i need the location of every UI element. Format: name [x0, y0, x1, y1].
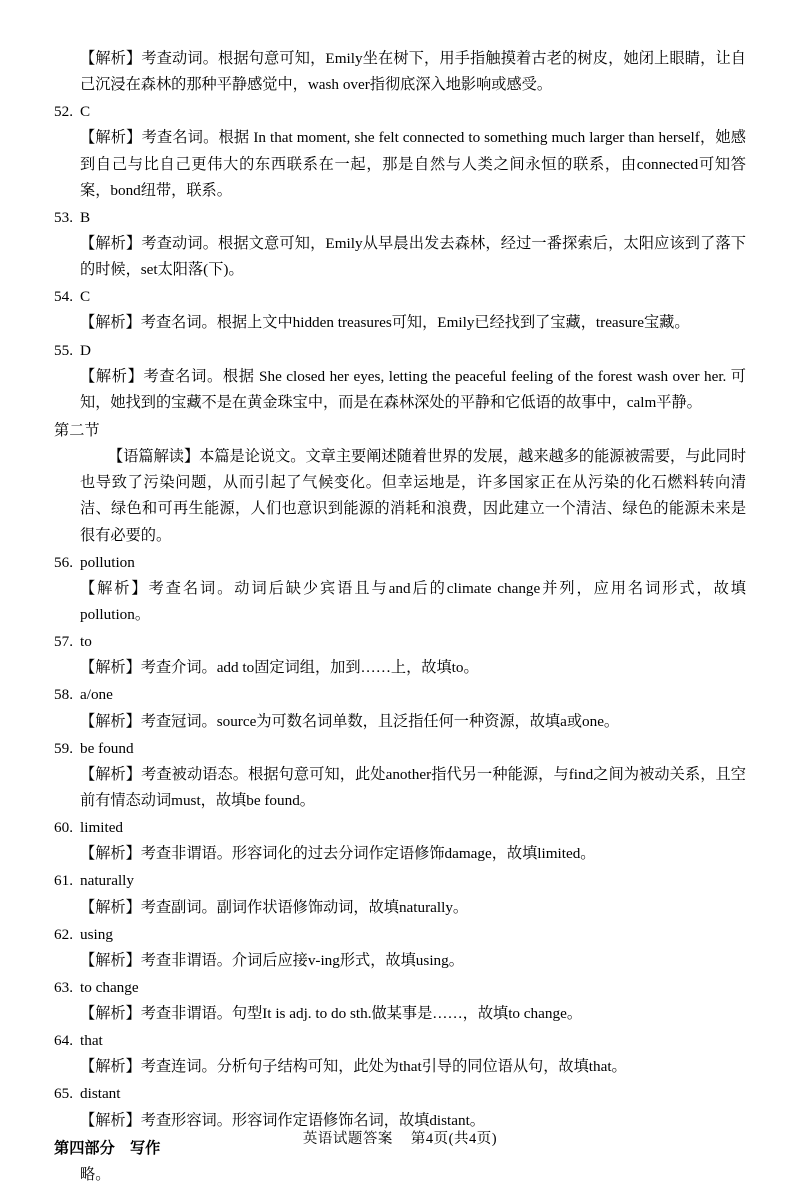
fill-answer-61: naturally [80, 872, 134, 890]
analysis-paragraph-53: 【解析】考查动词。根据文意可知，Emily从早晨出发去森林，经过一番探索后，太阳应该到了落下的时候，set太阳落(下)。 [80, 234, 746, 279]
fill-analysis-59: 【解析】考查被动语态。根据句意可知，此处another指代另一种能源，与find之间为被动关系，且空前有情态动词must，故填be found。 [80, 765, 746, 809]
answer-number-52: 52. [54, 103, 73, 121]
fill-number-60: 60. [54, 819, 73, 837]
fill-number-57: 57. [54, 633, 73, 651]
answer-number-53: 53. [54, 208, 73, 226]
fill-analysis-61: 【解析】考查副词。副词作状语修饰动词，故填naturally。 [80, 898, 469, 916]
part-four-body: 略。 [80, 1165, 111, 1183]
part-four-heading: 第四部分 写作 [54, 1139, 161, 1157]
fill-item-62 [54, 921, 746, 974]
page-footer [0, 1127, 800, 1148]
fill-item-56 [54, 549, 746, 628]
analysis-paragraph-55: 【解析】考查名词。根据 She closed her eyes, letting the peaceful feeling of the forest wash over her. 可知，她找到的宝藏不是在黄金珠宝中，而是在森林深处的平静和它低语的故事中，calm平静。 [80, 367, 746, 411]
fill-answer-65: distant [80, 1085, 121, 1103]
answer-item-53 [54, 204, 746, 283]
fill-item-61 [54, 867, 746, 920]
section-two-reading-guide: 【语篇解读】本篇是论说文。文章主要阐述随着世界的发展，越来越多的能源被需要，与此同时也导致了污染问题，从而引起了气候变化。但幸运地是，许多国家正在从污染的化石燃料转向清洁、绿色和可再生能源，人们也意识到能源的消耗和浪费，因此建立一个清洁、绿色的能源未来是很有必要的。 [80, 448, 746, 544]
fill-number-61: 61. [54, 872, 73, 890]
section-two-heading: 第二节 [54, 421, 100, 439]
fill-answer-63: to change [80, 978, 139, 996]
fill-analysis-60: 【解析】考查非谓语。形容词化的过去分词作定语修饰damage，故填limited。 [80, 845, 596, 863]
fill-answer-58: a/one [80, 686, 113, 704]
fill-number-59: 59. [54, 739, 73, 757]
answer-item-54 [54, 283, 746, 336]
fill-number-64: 64. [54, 1032, 73, 1050]
answer-value-55: D [80, 341, 91, 359]
fill-answer-60: limited [80, 819, 124, 837]
fill-number-65: 65. [54, 1085, 73, 1103]
answer-item-55 [54, 337, 746, 416]
fill-analysis-62: 【解析】考查非谓语。介词后应接v-ing形式，故填using。 [80, 951, 464, 969]
fill-analysis-58: 【解析】考查冠词。source为可数名词单数，且泛指任何一种资源，故填a或one。 [80, 712, 620, 730]
fill-analysis-57: 【解析】考查介词。add to固定词组，加到……上，故填to。 [80, 659, 479, 677]
fill-item-63 [54, 974, 746, 1027]
fill-number-63: 63. [54, 978, 73, 996]
fill-number-58: 58. [54, 686, 73, 704]
answer-number-55: 55. [54, 341, 73, 359]
fill-item-64 [54, 1027, 746, 1080]
fill-item-65 [54, 1080, 746, 1133]
fill-answer-64: that [80, 1032, 103, 1050]
answer-value-53: B [80, 208, 91, 226]
answer-item-52 [54, 98, 746, 204]
fill-item-57 [54, 628, 746, 681]
fill-number-56: 56. [54, 553, 73, 571]
fill-answer-57: to [80, 633, 92, 651]
fill-item-60 [54, 814, 746, 867]
fill-number-62: 62. [54, 925, 73, 943]
analysis-paragraph-51: 【解析】考查动词。根据句意可知，Emily坐在树下，用手指触摸着古老的树皮，她闭上眼睛，让自己沉浸在森林的那种平静感觉中，wash over指彻底深入地影响或感受。 [80, 50, 746, 94]
analysis-paragraph-52: 【解析】考查名词。根据 In that moment, she felt connected to something much larger than herself，她感到自己与比自己更伟大的东西联系在一起，那是自然与人类之间永恒的联系，由connected可知答案，bond纽带，联系。 [80, 129, 746, 199]
fill-item-59 [54, 735, 746, 814]
footer-title: 英语试题答案 [302, 1131, 393, 1147]
fill-answer-56: pollution [80, 553, 135, 571]
answer-value-54: C [80, 288, 91, 306]
fill-analysis-65: 【解析】考查形容词。形容词作定语修饰名词，故填distant。 [80, 1111, 485, 1129]
fill-item-58 [54, 681, 746, 734]
fill-answer-59: be found [80, 739, 134, 757]
fill-analysis-64: 【解析】考查连词。分析句子结构可知，此处为that引导的同位语从句，故填that。 [80, 1058, 627, 1076]
fill-analysis-63: 【解析】考查非谓语。句型It is adj. to do sth.做某事是……，故填to change。 [80, 1005, 583, 1023]
answer-value-52: C [80, 103, 91, 121]
fill-analysis-56: 【解析】考查名词。动词后缺少宾语且与and后的climate change并列，应用名词形式，故填pollution。 [80, 579, 746, 623]
answer-number-54: 54. [54, 288, 73, 306]
fill-answer-62: using [80, 925, 113, 943]
footer-page-number: 第4页(共4页) [410, 1131, 498, 1147]
analysis-paragraph-54: 【解析】考查名词。根据上文中hidden treasures可知，Emily已经找到了宝藏，treasure宝藏。 [80, 314, 690, 332]
